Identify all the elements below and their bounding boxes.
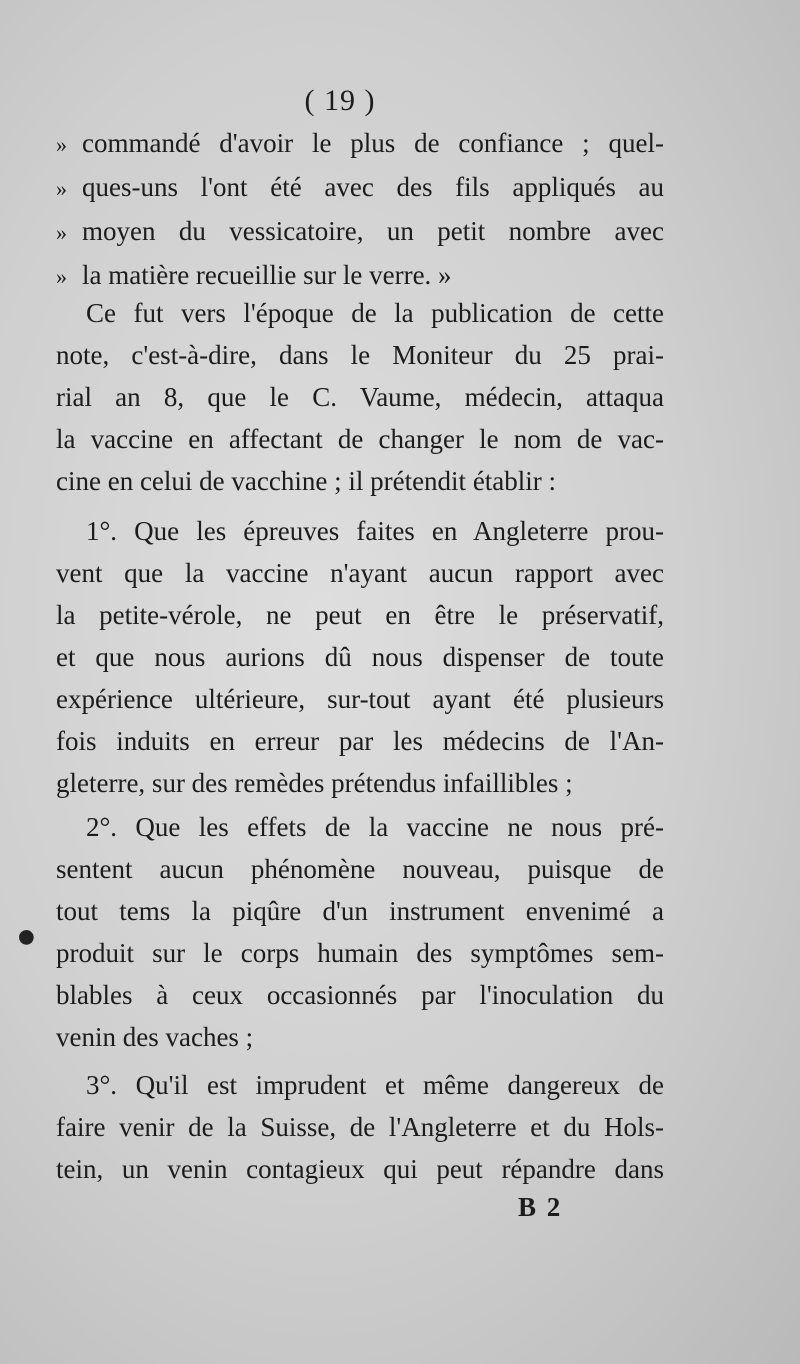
text-line: expérience ultérieure, sur-tout ayant été plusieurs (56, 684, 664, 714)
paragraph-2 (56, 510, 664, 804)
text-line: rial an 8, que le C. Vaume, médecin, attaqua (56, 382, 664, 412)
text-line: la petite-vérole, ne peut en être le préservatif, (56, 600, 664, 630)
signature-mark: B 2 (518, 1192, 563, 1222)
page-number: ( 19 ) (304, 84, 376, 117)
paragraph-4 (56, 1064, 664, 1190)
text-line: gleterre, sur des remèdes prétendus infaillibles ; (56, 768, 573, 798)
text-line: tout tems la piqûre d'un instrument envenimé a (56, 896, 664, 926)
ink-stain-icon: ● (10, 915, 43, 958)
text-line: note, c'est-à-dire, dans le Moniteur du 25 prai- (56, 340, 664, 370)
text-line: faire venir de la Suisse, de l'Angleterre et du Hols- (56, 1112, 664, 1142)
text-line: fois induits en erreur par les médecins de l'An- (56, 726, 664, 756)
text-line: et que nous aurions dû nous dispenser de toute (56, 642, 664, 672)
paragraph-3 (56, 806, 664, 1058)
text-line: venin des vaches ; (56, 1022, 254, 1052)
text-line: tein, un venin contagieux qui peut répandre dans (56, 1154, 664, 1184)
text-line: sentent aucun phénomène nouveau, puisque de (56, 854, 664, 884)
text-line: » moyen du vessicatoire, un petit nombre avec (56, 216, 664, 246)
text-line: » la matière recueillie sur le verre. » (56, 260, 452, 290)
paragraph-quote (56, 122, 664, 298)
paragraph-1 (56, 292, 664, 502)
text-line: Ce fut vers l'époque de la publication de cette (86, 298, 664, 328)
text-line: blables à ceux occasionnés par l'inoculation du (56, 980, 664, 1010)
text-line: la vaccine en affectant de changer le nom de vac- (56, 424, 664, 454)
text-line: » ques-uns l'ont été avec des fils appliqués au (56, 172, 664, 202)
text-line: 3°. Qu'il est imprudent et même dangereux de (86, 1070, 664, 1100)
text-line: produit sur le corps humain des symptômes sem- (56, 938, 664, 968)
text-line: 2°. Que les effets de la vaccine ne nous pré- (86, 812, 664, 842)
text-line: 1°. Que les épreuves faites en Angleterre prou- (86, 516, 664, 546)
text-line: vent que la vaccine n'ayant aucun rapport avec (56, 558, 664, 588)
text-line: » commandé d'avoir le plus de confiance ; quel- (56, 128, 664, 158)
text-line: cine en celui de vacchine ; il prétendit établir : (56, 466, 557, 496)
